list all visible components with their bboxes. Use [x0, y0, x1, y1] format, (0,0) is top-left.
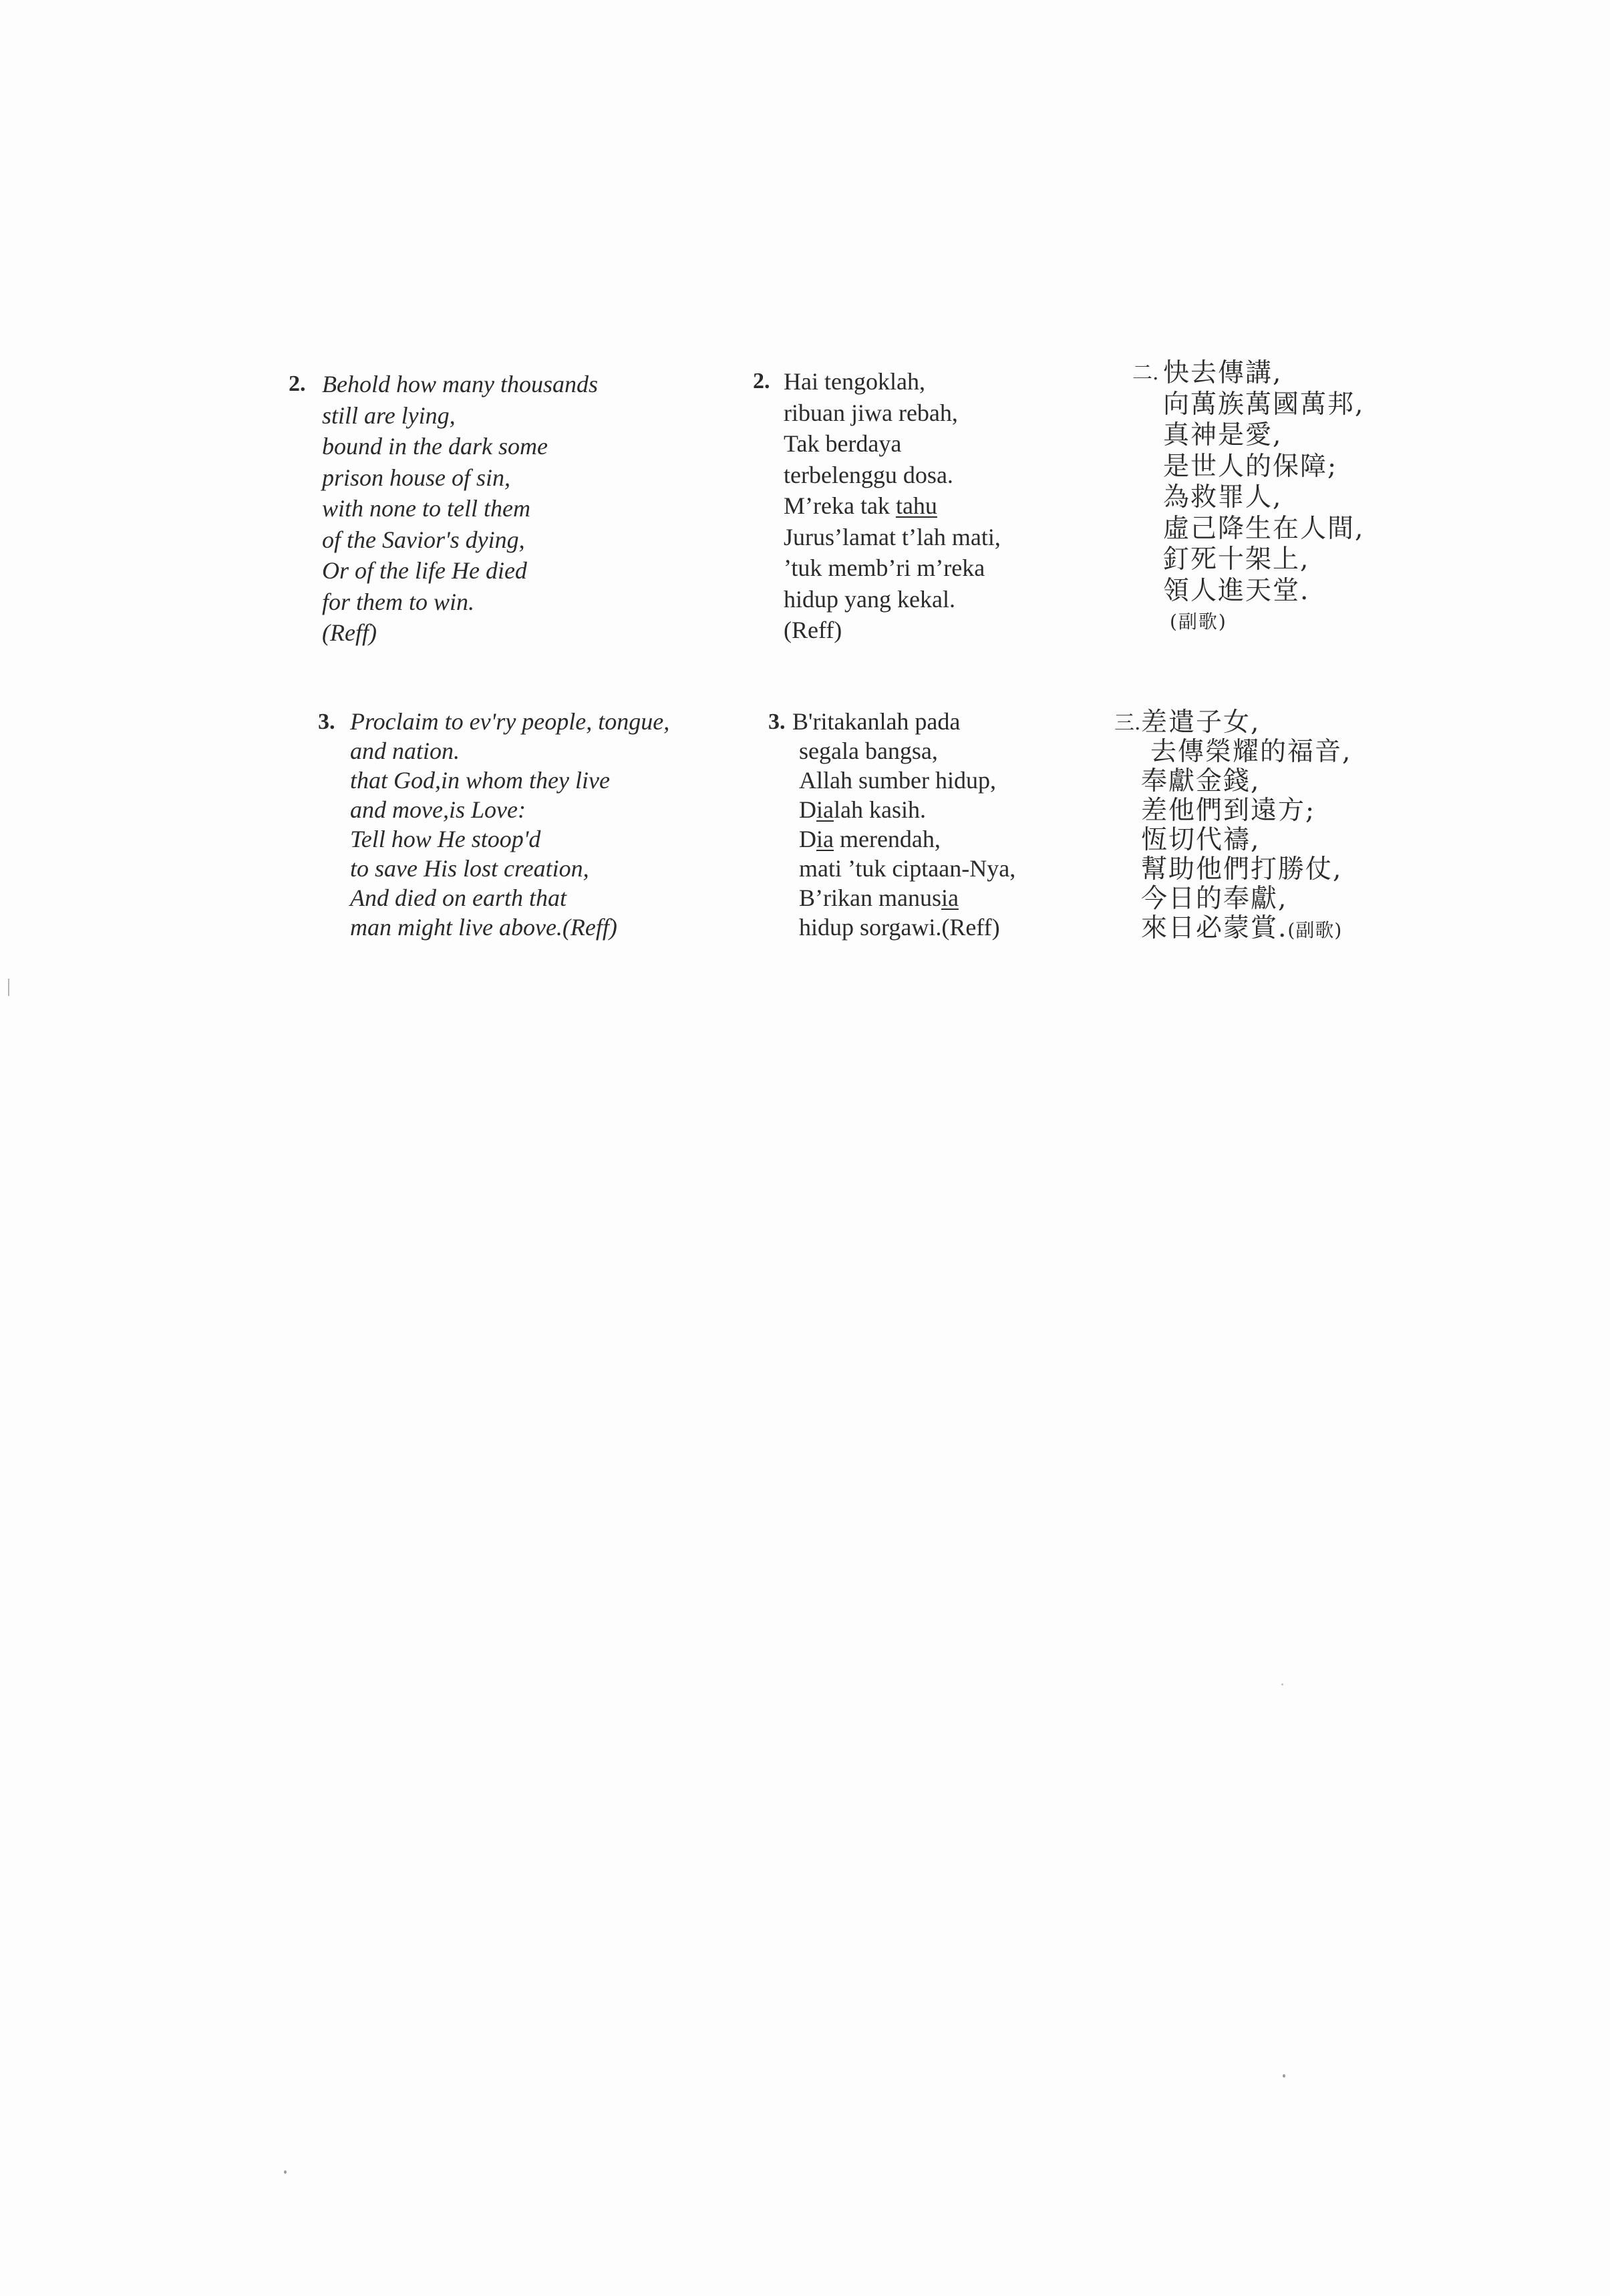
verse-line — [1141, 914, 1351, 943]
verse-line: Dialah kasih. — [799, 796, 926, 823]
verse-line: 差遣子女, — [1141, 707, 1261, 737]
verse-line: with none to tell them — [322, 495, 530, 522]
verse-line: Hai tengoklah, — [784, 368, 925, 395]
verse-line: 真神是愛, — [1163, 420, 1283, 450]
verse-line: B’rikan manusia — [799, 884, 959, 911]
verse-line: still are lying, — [322, 401, 456, 429]
verse-line: (Reff) — [322, 619, 377, 646]
verse-line: Jurus’lamat t’lah mati, — [784, 523, 1001, 550]
verse-number: 2. — [753, 369, 770, 393]
verse-line: 向萬族萬國萬邦, — [1163, 389, 1365, 420]
verse-line: Proclaim to ev'ry people, tongue, — [350, 708, 670, 735]
verse-line: hidup sorgawi.(Reff) — [799, 914, 1000, 941]
verse-line: 去傳榮耀的福音, — [1150, 737, 1352, 767]
verse-line: 為救罪人, — [1163, 482, 1283, 512]
verse-lines — [322, 369, 598, 649]
verse-line: hidup yang kekal. — [784, 585, 955, 613]
verse-lines — [350, 707, 669, 942]
verse-line: mati ’tuk ciptaan-Nya, — [799, 855, 1016, 882]
verse-number: 3. — [768, 709, 786, 734]
verse-number: 二. — [1132, 361, 1159, 385]
verse-line: 領人進天堂. — [1163, 575, 1310, 606]
verse-lines — [1141, 708, 1351, 943]
line-text: 來日必蒙賞. — [1141, 913, 1288, 943]
verse-line: segala bangsa, — [799, 737, 938, 764]
verse-line: 差他們到遠方; — [1141, 796, 1316, 826]
verse-line: B'ritakanlah pada — [792, 708, 961, 735]
verse-line: 幫助他們打勝仗, — [1141, 854, 1343, 884]
verse-line: M’reka tak tahu — [784, 492, 937, 519]
verse-line: ’tuk memb’ri m’reka — [784, 554, 985, 581]
scan-edge-mark — [8, 979, 9, 996]
verse-line: that God,in whom they live — [350, 767, 610, 794]
verse-lines — [792, 707, 1015, 942]
verse-line: Tell how He stoop'd — [350, 826, 541, 852]
verse-line: and nation. — [350, 737, 460, 764]
scan-speck — [1283, 2074, 1285, 2078]
verse-line: 虛己降生在人間, — [1163, 513, 1365, 544]
verse-line: 奉獻金錢, — [1141, 766, 1261, 796]
verse-line: 是世人的保障; — [1163, 451, 1338, 482]
verse-line: terbelenggu dosa. — [784, 461, 953, 488]
verse-line: Or of the life He died — [322, 557, 527, 584]
verse-line: bound in the dark some — [322, 433, 548, 460]
verse-line: of the Savior's dying, — [322, 526, 525, 553]
verse-line: for them to win. — [322, 588, 475, 615]
verse-number: 2. — [289, 371, 306, 396]
verse-line: 恆切代禱, — [1141, 825, 1261, 855]
verse-number: 3. — [318, 709, 335, 734]
verse-line: ribuan jiwa rebah, — [784, 399, 958, 426]
refrain-marker: (副歌) — [1287, 919, 1343, 941]
verse-line: (副歌) — [1170, 611, 1227, 633]
verse-lines — [784, 366, 1001, 646]
verse-line: prison house of sin, — [322, 464, 511, 491]
verse-line: 今日的奉獻, — [1141, 884, 1288, 914]
verse-line: 釘死十架上, — [1163, 544, 1310, 575]
verse-line: Dia merendah, — [799, 826, 941, 852]
verse-line: 快去傳講, — [1163, 358, 1283, 388]
verse-line: Allah sumber hidup, — [799, 767, 996, 794]
verse-lines — [1163, 358, 1364, 638]
verse-line: Behold how many thousands — [322, 371, 598, 397]
verse-line: and move,is Love: — [350, 796, 526, 823]
verse-number: 三. — [1114, 711, 1141, 735]
verse-line: And died on earth that — [350, 884, 567, 911]
verse-line: (Reff) — [784, 617, 842, 643]
scan-speck — [284, 2170, 287, 2174]
verse-line: Tak berdaya — [784, 430, 902, 457]
verse-line: to save His lost creation, — [350, 855, 589, 882]
scan-speck — [1281, 1683, 1283, 1685]
verse-line: man might live above.(Reff) — [350, 914, 617, 941]
